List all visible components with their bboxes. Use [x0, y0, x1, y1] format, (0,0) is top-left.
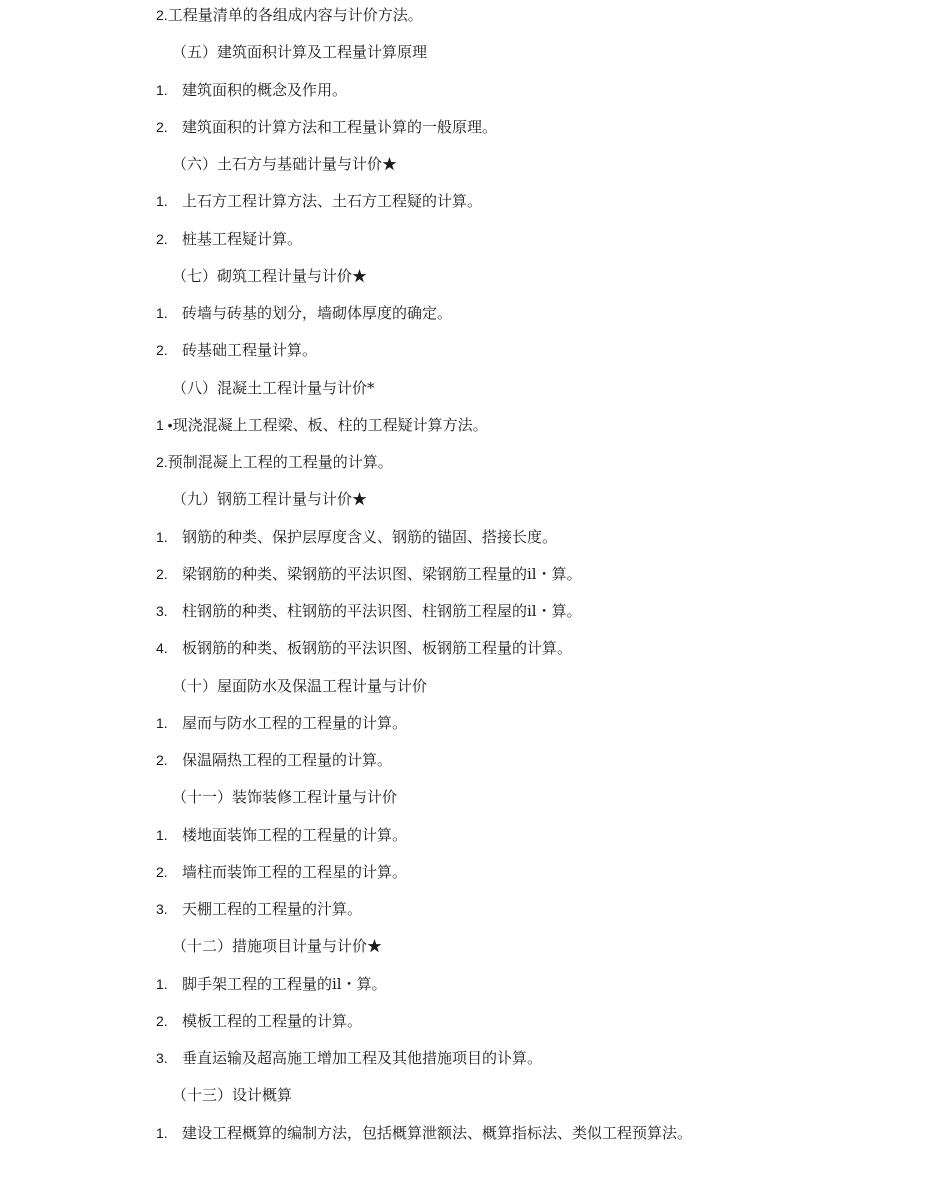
list-item: [156, 5, 423, 25]
list-item-number: 1.: [156, 826, 168, 843]
list-item-number: 1 •: [156, 416, 173, 433]
section-heading: （十三）设计概算: [172, 1086, 293, 1105]
list-item-number: 1.: [156, 305, 168, 321]
list-item: [156, 862, 407, 882]
list-item: [156, 638, 572, 658]
list-item: [156, 825, 407, 845]
list-item: [156, 117, 497, 137]
list-item-text: 桩基工程疑计算。: [182, 229, 303, 248]
list-item-text: 天棚工程的工程量的汁算。: [182, 900, 363, 918]
list-item: [156, 80, 347, 100]
list-item-text: 屋而与防水工程的工程量的计算。: [182, 713, 408, 732]
list-item: [156, 899, 362, 919]
list-item: [156, 191, 482, 211]
list-item-text: 保温隔热工程的工程量的计算。: [182, 751, 393, 769]
list-item-text: 建设工程概算的编制方法，包括概算泄额法、概算指标法、类似工程预算法。: [182, 1123, 693, 1142]
list-item-text: 垂直运输及超高施工增加工程及其他措施项目的讣算。: [182, 1049, 543, 1067]
list-item-text: 建筑面积的计算方法和工程量讣算的一般原理。: [182, 117, 498, 136]
list-item-text: 预制混凝上工程的工程量的计算。: [167, 453, 393, 471]
section-heading: （十）屋面防水及保温工程计量与计价: [172, 676, 428, 695]
list-item-text: 板钢筋的种类、板钢筋的平法识图、板钢筋工程量的计算。: [182, 639, 573, 658]
list-item-text: 上石方工程计算方法、土石方工程疑的计算。: [182, 192, 483, 211]
list-item: [156, 415, 488, 435]
list-item-text: 墙柱而装饰工程的工程星的计算。: [182, 862, 408, 881]
section-heading: （九）钢筋工程计量与计价★: [172, 490, 368, 509]
list-item-text: 建筑面积的概念及作用。: [182, 80, 348, 99]
list-item-number: 2.: [156, 342, 168, 359]
list-item-number: 2.: [156, 565, 168, 582]
list-item-number: 2.: [156, 863, 168, 880]
section-heading: （十二）措施项目计量与计价★: [172, 937, 383, 956]
list-item-number: 1.: [156, 528, 168, 545]
list-item: [156, 750, 392, 770]
list-item: [156, 1048, 542, 1068]
list-item-text: 现浇混凝上工程梁、板、柱的工程疑计算方法。: [172, 415, 488, 434]
section-heading: （六）土石方与基础计量与计价★: [172, 155, 398, 173]
list-item-text: 钢筋的种类、保护层厚度含义、钢筋的锚固、搭接长度。: [182, 527, 558, 546]
list-item-number: 4.: [156, 640, 168, 657]
list-item-number: 1.: [156, 81, 168, 98]
list-item: [156, 527, 557, 547]
list-item: [156, 713, 407, 733]
list-item: [156, 229, 302, 249]
list-item: [156, 1011, 362, 1031]
list-item-number: 1.: [156, 714, 168, 731]
list-item-text: 模板工程的工程量的计算。: [182, 1011, 363, 1030]
list-item-number: 2.: [156, 752, 168, 768]
list-item-text: 砖基础工程量计算。: [182, 341, 318, 360]
section-heading: （八）混凝土工程计量与计价*: [172, 378, 375, 397]
list-item-number: 3.: [156, 901, 168, 917]
list-item-text: 柱钢筋的种类、柱钢筋的平法识图、柱钢筋工程屋的il・算。: [182, 602, 582, 620]
list-item: [156, 303, 452, 323]
list-item: [156, 564, 582, 584]
list-item-number: 1.: [156, 1124, 168, 1141]
section-heading: （五）建筑面积计算及工程量计算原理: [172, 43, 428, 62]
list-item: [156, 601, 582, 621]
list-item-text: 砖墙与砖基的划分，墙砌体厚度的确定。: [182, 304, 453, 322]
list-item: [156, 452, 393, 472]
list-item: [156, 340, 317, 360]
list-item-number: 2.: [156, 454, 168, 470]
list-item-number: 3.: [156, 603, 168, 619]
list-item-number: 2.: [156, 7, 168, 23]
section-heading: （七）砌筑工程计量与计价★: [172, 266, 368, 285]
list-item-number: 1.: [156, 193, 168, 210]
list-item-number: 2.: [156, 1012, 168, 1029]
list-item-number: 2.: [156, 230, 168, 247]
section-heading: （十一）装饰装修工程计量与计价: [172, 788, 398, 807]
list-item-text: 工程量清单的各组成内容与计价方法。: [167, 6, 423, 24]
list-item-number: 2.: [156, 118, 168, 135]
list-item-number: 3.: [156, 1050, 168, 1066]
list-item-text: 楼地面装饰工程的工程量的计算。: [182, 825, 408, 844]
list-item-text: 脚手架工程的工程量的il・算。: [182, 974, 387, 993]
list-item: [156, 1123, 692, 1143]
list-item-text: 梁钢筋的种类、梁钢筋的平法识图、梁钢筋工程量的il・算。: [182, 564, 582, 583]
list-item-number: 1.: [156, 975, 168, 992]
list-item: [156, 974, 387, 994]
